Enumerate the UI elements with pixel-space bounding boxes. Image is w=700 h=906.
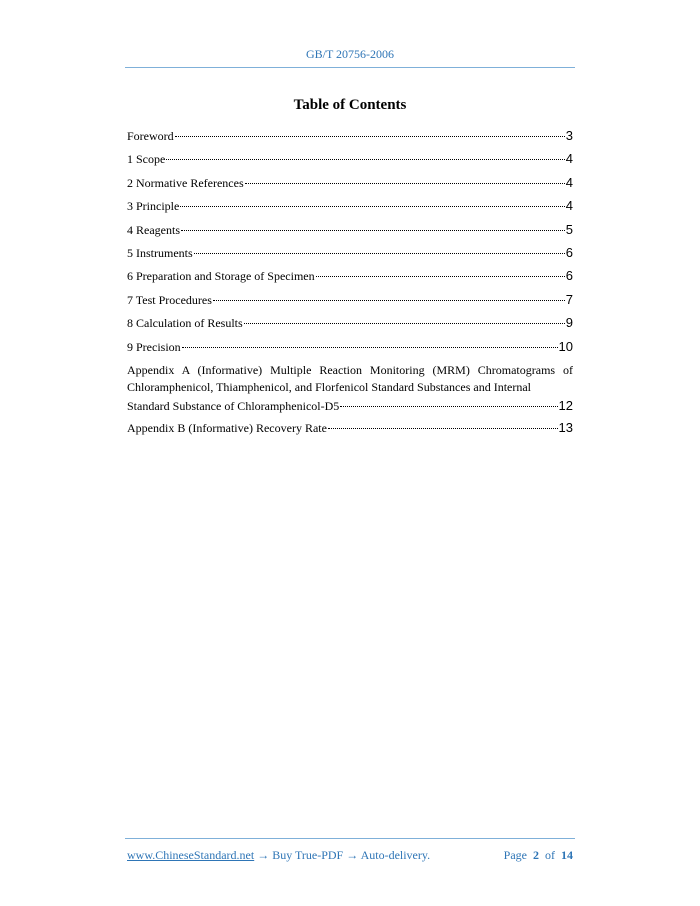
dot-leader bbox=[194, 253, 565, 254]
toc-entry-label: Appendix B (Informative) Recovery Rate bbox=[127, 421, 327, 436]
page-title: Table of Contents bbox=[293, 97, 407, 113]
toc-entry-label: 5 Instruments bbox=[127, 245, 193, 260]
toc-entry-preparation-storage[interactable] bbox=[127, 268, 573, 284]
toc-entry-appendix-b[interactable] bbox=[127, 420, 573, 436]
toc-entry-page: 9 bbox=[565, 315, 573, 331]
footer-divider bbox=[125, 838, 575, 839]
dot-leader bbox=[180, 206, 564, 207]
toc-entry-label: 8 Calculation of Results bbox=[127, 316, 243, 331]
toc-entry-page: 6 bbox=[565, 268, 573, 284]
toc-entry-page: 4 bbox=[565, 198, 573, 214]
footer-tagline: → Buy True-PDF → Auto-delivery. bbox=[254, 848, 431, 862]
header-divider bbox=[125, 67, 575, 68]
toc-entry-test-procedures[interactable] bbox=[127, 292, 573, 308]
dot-leader bbox=[182, 347, 558, 348]
toc-entry-reagents[interactable] bbox=[127, 222, 573, 238]
dot-leader bbox=[244, 323, 565, 324]
toc-entry-label: 1 Scope bbox=[127, 152, 166, 167]
page-of: of bbox=[545, 848, 555, 862]
toc-entry-label: 3 Principle bbox=[127, 199, 180, 214]
toc-entry-page: 7 bbox=[565, 291, 573, 307]
dot-leader bbox=[166, 159, 564, 160]
toc-entry-appendix-a[interactable] bbox=[127, 362, 573, 416]
dot-leader bbox=[213, 300, 565, 301]
dot-leader bbox=[340, 406, 557, 407]
page-prefix: Page bbox=[503, 848, 527, 862]
footer bbox=[127, 848, 573, 863]
page-current: 2 bbox=[533, 848, 539, 862]
page-number bbox=[504, 848, 573, 863]
toc-entry-page: 5 bbox=[565, 221, 573, 237]
dot-leader bbox=[328, 428, 558, 429]
toc-entry-page: 12 bbox=[558, 397, 573, 413]
dot-leader bbox=[181, 230, 565, 231]
toc-entry-instruments[interactable] bbox=[127, 245, 573, 261]
toc-entry-calculation[interactable] bbox=[127, 315, 573, 331]
site-link[interactable]: www.ChineseStandard.net bbox=[127, 848, 255, 862]
page-total: 14 bbox=[561, 848, 573, 862]
dot-leader bbox=[245, 183, 565, 184]
toc-entry-label: 6 Preparation and Storage of Specimen bbox=[127, 269, 315, 284]
toc-entry-page: 4 bbox=[565, 151, 573, 167]
toc-entry-label-continued: Standard Substance of Chloramphenicol-D5 bbox=[127, 398, 340, 413]
header-standard-code: GB/T 20756-2006 bbox=[305, 47, 395, 61]
toc-entry-page: 6 bbox=[565, 244, 573, 260]
dot-leader bbox=[175, 136, 565, 137]
footer-left bbox=[127, 848, 430, 863]
toc-entry-precision[interactable] bbox=[127, 339, 573, 355]
toc-entry-foreword[interactable] bbox=[127, 128, 573, 144]
toc-entry-scope[interactable] bbox=[127, 151, 573, 167]
toc-entry-page: 4 bbox=[565, 174, 573, 190]
toc-entry-principle[interactable] bbox=[127, 198, 573, 214]
toc-entry-page: 3 bbox=[565, 128, 573, 143]
toc-entry-label: 7 Test Procedures bbox=[127, 292, 212, 307]
toc-entry-page: 13 bbox=[558, 420, 573, 436]
toc-entry-label: 9 Precision bbox=[127, 339, 181, 354]
dot-leader bbox=[316, 276, 565, 277]
toc-entry-label: 2 Normative References bbox=[127, 175, 244, 190]
table-of-contents bbox=[127, 128, 573, 444]
toc-entry-normative-references[interactable] bbox=[127, 175, 573, 191]
toc-entry-page: 10 bbox=[558, 338, 573, 354]
toc-entry-label: Foreword bbox=[127, 129, 174, 143]
toc-entry-label: Appendix A (Informative) Multiple Reaction Monitoring (MRM) Chromatograms of Chloramphenicol, Thiamphenicol, and Florfenicol Standard Substances and Internal bbox=[127, 362, 573, 395]
toc-entry-label: 4 Reagents bbox=[127, 222, 180, 237]
